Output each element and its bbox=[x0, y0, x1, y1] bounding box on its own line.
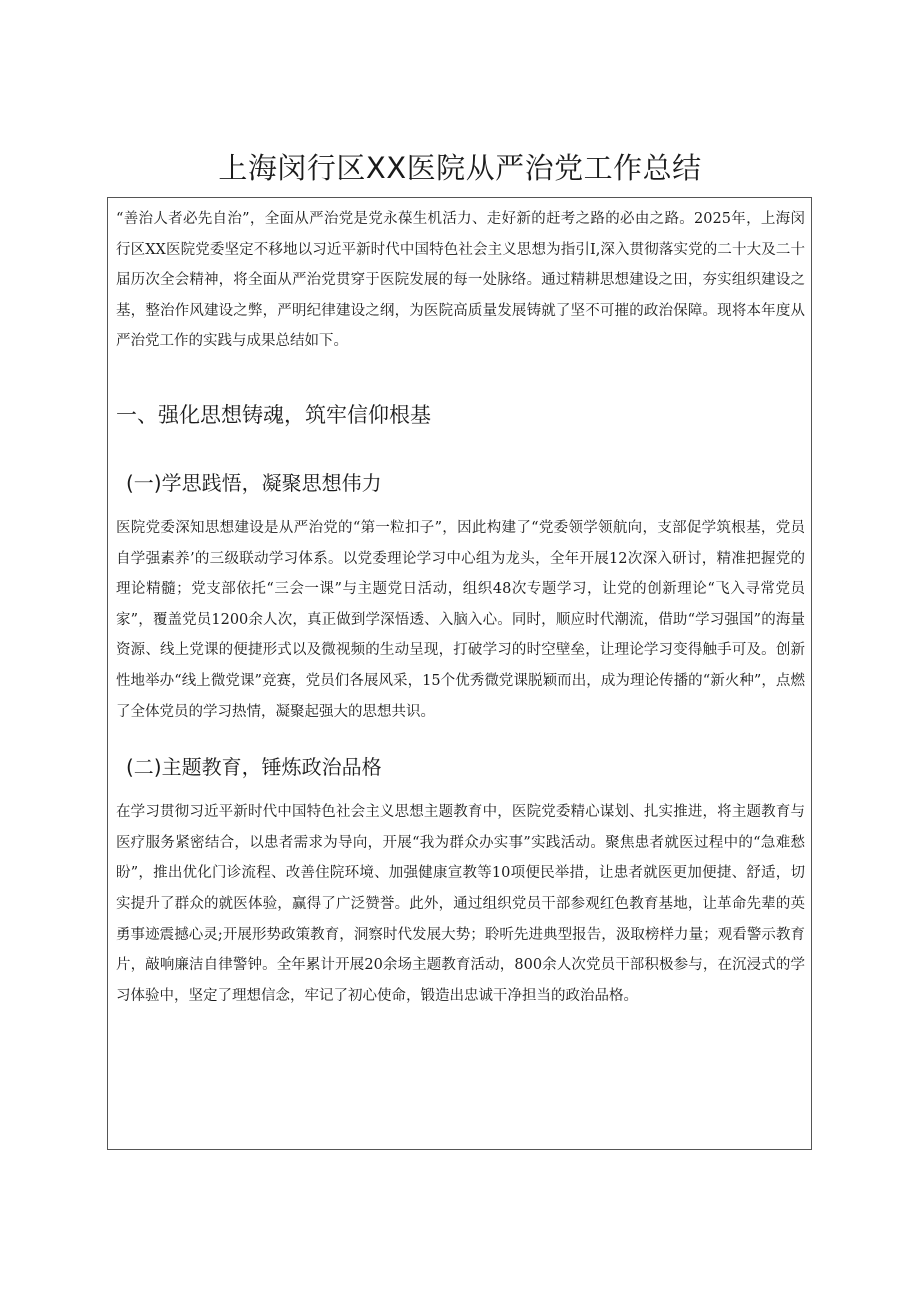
subsection-heading: (二)主题教育，锤炼政治品格 bbox=[126, 755, 382, 780]
document-body bbox=[107, 197, 812, 1150]
intro-paragraph: “善治人者必先自治”，全面从严治党是党永葆生机活力、走好新的赶考之路的必由之路。2025年，上海闵行区XX医院党委坚定不移地以习近平新时代中国特色社会主义思想为指引I,深入贯彻落实党的二十大及二十届历次全会精神，将全面从严治党贯穿于医院发展的每一处脉络。通过精耕思想建设之田，夯实组织建设之基，整治作风建设之弊，严明纪律建设之纲，为医院高质量发展铸就了坚不可摧的政治保障。现将本年度从严治党工作的实践与成果总结如下。 bbox=[116, 211, 805, 350]
subsection-heading: (一)学思践悟，凝聚思想伟力 bbox=[126, 470, 382, 495]
subsection-paragraph: 在学习贯彻习近平新时代中国特色社会主义思想主题教育中，医院党委精心谋划、扎实推进，将主题教育与医疗服务紧密结合，以患者需求为导向，开展“我为群众办实事”实践活动。聚焦患者就医过程中的“急难愁盼”，推出优化门诊流程、改善住院环境、加强健康宣教等10项便民举措，让患者就医更加便捷、舒适，切实提升了群众的就医体验，赢得了广泛赞誉。此外，通过组织党员干部参观红色教育基地，让革命先辈的英勇事迹震撼心灵;开展形势政策教育，洞察时代发展大势；聆听先进典型报告，汲取榜样力量；观看警示教育片，敲响廉洁自律警钟。全年累计开展20余场主题教育活动，800余人次党员干部积极参与，在沉浸式的学习体验中，坚定了理想信念，牢记了初心使命，锻造出忠诚干净担当的政治品格。 bbox=[116, 804, 805, 1004]
document-title: 上海闵行区XX医院从严治党工作总结 bbox=[218, 151, 702, 185]
subsection-paragraph: 医院党委深知思想建设是从严治党的“第一粒扣子”，因此构建了“党委领学领航向，支部促学筑根基，党员自学强素养’的三级联动学习体系。以党委理论学习中心组为龙头，全年开展12次深入研讨，精准把握党的理论精髓；党支部依托“三会一课”与主题党日活动，组织48次专题学习，让党的创新理论“飞入寻常党员家”，覆盖党员1200余人次，真正做到学深悟透、入脑入心。同时，顺应时代潮流，借助“学习强国”的海量资源、线上党课的便捷形式以及微视频的生动呈现，打破学习的时空壁垒，让理论学习变得触手可及。创新性地举办“线上微党课”竞赛，党员们各展风采，15个优秀微党课脱颖而出，成为理论传播的“新火种”，点燃了全体党员的学习热情，凝聚起强大的思想共识。 bbox=[116, 519, 805, 720]
section-heading: 一、强化思想铸魂，筑牢信仰根基 bbox=[116, 402, 431, 427]
